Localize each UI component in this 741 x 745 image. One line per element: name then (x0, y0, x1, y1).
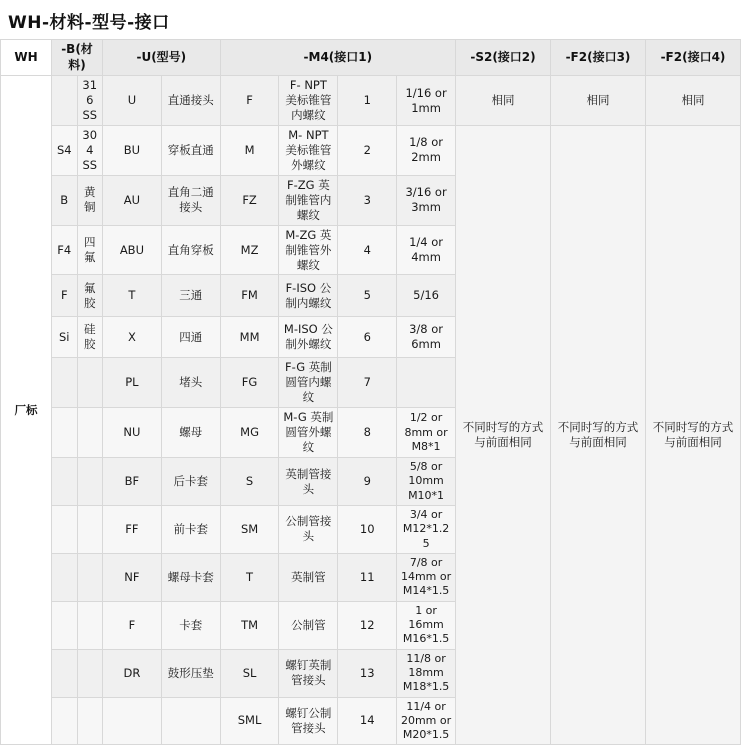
port1-index: 10 (338, 505, 397, 553)
port1-size: 11/4 or 20mm or M20*1.5 (397, 697, 456, 745)
brand-cell: 厂标 (1, 76, 52, 745)
port1-name: F- NPT 美标锥管内螺纹 (279, 76, 338, 126)
port1-name: 螺钉公制管接头 (279, 697, 338, 745)
model-name: 螺母卡套 (161, 553, 220, 601)
port1-name: F-ISO 公制内螺纹 (279, 275, 338, 317)
port1-index: 2 (338, 126, 397, 176)
material-name (77, 697, 103, 745)
model-code: PL (103, 358, 162, 408)
port1-size: 5/16 (397, 275, 456, 317)
port1-code: SML (220, 697, 279, 745)
port1-name: F-G 英制圆管内螺纹 (279, 358, 338, 408)
model-name: 堵头 (161, 358, 220, 408)
material-name: 316 SS (77, 76, 103, 126)
model-code (103, 697, 162, 745)
port1-code: M (220, 126, 279, 176)
port1-name: M-ISO 公制外螺纹 (279, 316, 338, 358)
port1-index: 7 (338, 358, 397, 408)
port1-size: 11/8 or 18mm M18*1.5 (397, 649, 456, 697)
header-material: -B(材料) (52, 40, 103, 76)
port1-name: 公制管 (279, 601, 338, 649)
model-name: 三通 (161, 275, 220, 317)
material-code (52, 408, 78, 458)
port1-size: 3/8 or 6mm (397, 316, 456, 358)
page-title: WH-材料-型号-接口 (8, 13, 170, 33)
port4-merged-note: 不同时写的方式与前面相同 (646, 126, 741, 745)
material-code: F4 (52, 225, 78, 275)
table-row (1, 76, 741, 126)
port1-name: 英制管 (279, 553, 338, 601)
model-code: BU (103, 126, 162, 176)
port1-index: 3 (338, 175, 397, 225)
model-name: 直角二通接头 (161, 175, 220, 225)
port1-size: 1 or 16mm M16*1.5 (397, 601, 456, 649)
material-name (77, 601, 103, 649)
header-port2: -S2(接口2) (456, 40, 551, 76)
model-code: DR (103, 649, 162, 697)
port1-index: 1 (338, 76, 397, 126)
header-port3: -F2(接口3) (551, 40, 646, 76)
model-code: FF (103, 505, 162, 553)
material-name: 黄铜 (77, 175, 103, 225)
port1-code: SL (220, 649, 279, 697)
port1-code: FM (220, 275, 279, 317)
model-code: T (103, 275, 162, 317)
material-code: B (52, 175, 78, 225)
port1-name: 螺钉英制管接头 (279, 649, 338, 697)
port1-index: 13 (338, 649, 397, 697)
material-code: F (52, 275, 78, 317)
port1-size: 1/2 or 8mm or M8*1 (397, 408, 456, 458)
port1-code: MG (220, 408, 279, 458)
port1-size: 1/8 or 2mm (397, 126, 456, 176)
material-name (77, 408, 103, 458)
model-code: U (103, 76, 162, 126)
port1-name: 英制管接头 (279, 458, 338, 506)
model-code: NU (103, 408, 162, 458)
port3-merged-note: 不同时写的方式与前面相同 (551, 126, 646, 745)
port1-code: FG (220, 358, 279, 408)
material-name (77, 553, 103, 601)
model-name: 直角穿板 (161, 225, 220, 275)
port1-size: 1/16 or 1mm (397, 76, 456, 126)
port1-name: M- NPT 美标锥管外螺纹 (279, 126, 338, 176)
port1-index: 14 (338, 697, 397, 745)
header-wh: WH (1, 40, 52, 76)
material-code (52, 76, 78, 126)
material-name (77, 505, 103, 553)
specification-table (0, 39, 741, 745)
material-code (52, 358, 78, 408)
port1-code: FZ (220, 175, 279, 225)
port1-name: 公制管接头 (279, 505, 338, 553)
header-port1: -M4(接口1) (220, 40, 455, 76)
port1-code: MM (220, 316, 279, 358)
port1-size: 7/8 or 14mm or M14*1.5 (397, 553, 456, 601)
port1-code: MZ (220, 225, 279, 275)
material-name: 氟胶 (77, 275, 103, 317)
port1-name: M-G 英制圆管外螺纹 (279, 408, 338, 458)
port1-index: 6 (338, 316, 397, 358)
port1-index: 9 (338, 458, 397, 506)
model-code: F (103, 601, 162, 649)
material-name (77, 649, 103, 697)
header-row (1, 40, 741, 76)
model-name: 直通接头 (161, 76, 220, 126)
material-name: 四氟 (77, 225, 103, 275)
table-body (1, 76, 741, 745)
table-header (1, 40, 741, 76)
model-code: NF (103, 553, 162, 601)
port1-index: 8 (338, 408, 397, 458)
model-name: 前卡套 (161, 505, 220, 553)
port1-code: TM (220, 601, 279, 649)
model-name: 后卡套 (161, 458, 220, 506)
header-port4: -F2(接口4) (646, 40, 741, 76)
model-code: ABU (103, 225, 162, 275)
port1-size: 1/4 or 4mm (397, 225, 456, 275)
material-code (52, 697, 78, 745)
model-name: 四通 (161, 316, 220, 358)
material-code (52, 505, 78, 553)
material-code (52, 553, 78, 601)
port1-size: 3/4 or M12*1.25 (397, 505, 456, 553)
port1-size: 3/16 or 3mm (397, 175, 456, 225)
port3-value: 相同 (551, 76, 646, 126)
material-code (52, 458, 78, 506)
port1-size (397, 358, 456, 408)
port1-code: S (220, 458, 279, 506)
material-name: 硅胶 (77, 316, 103, 358)
material-code (52, 649, 78, 697)
port1-size: 5/8 or 10mm M10*1 (397, 458, 456, 506)
model-name: 螺母 (161, 408, 220, 458)
port4-value: 相同 (646, 76, 741, 126)
port1-name: M-ZG 英制锥管外螺纹 (279, 225, 338, 275)
material-name (77, 358, 103, 408)
model-code: X (103, 316, 162, 358)
port1-index: 5 (338, 275, 397, 317)
model-name (161, 697, 220, 745)
port1-name: F-ZG 英制锥管内螺纹 (279, 175, 338, 225)
material-name: 304 SS (77, 126, 103, 176)
port1-index: 11 (338, 553, 397, 601)
material-code: Si (52, 316, 78, 358)
material-code: S4 (52, 126, 78, 176)
model-name: 鼓形压垫 (161, 649, 220, 697)
port1-code: T (220, 553, 279, 601)
model-name: 穿板直通 (161, 126, 220, 176)
model-name: 卡套 (161, 601, 220, 649)
model-code: AU (103, 175, 162, 225)
port2-value: 相同 (456, 76, 551, 126)
model-code: BF (103, 458, 162, 506)
material-name (77, 458, 103, 506)
port1-code: SM (220, 505, 279, 553)
port1-index: 12 (338, 601, 397, 649)
port1-code: F (220, 76, 279, 126)
port2-merged-note: 不同时写的方式与前面相同 (456, 126, 551, 745)
port1-index: 4 (338, 225, 397, 275)
header-model: -U(型号) (103, 40, 221, 76)
material-code (52, 601, 78, 649)
table-row (1, 126, 741, 176)
